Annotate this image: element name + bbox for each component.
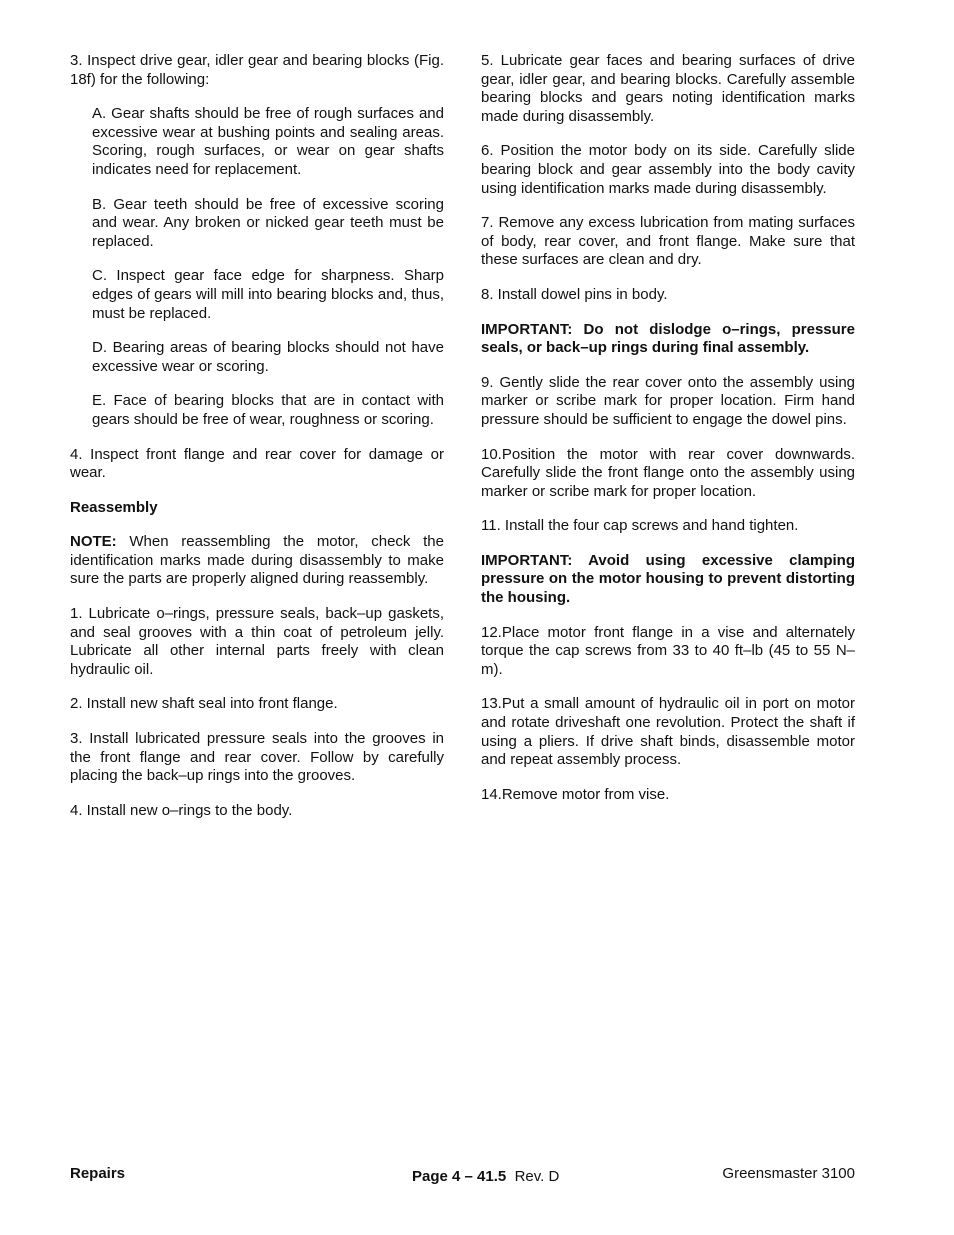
footer-page-info — [412, 1168, 559, 1185]
reassembly-step-1: 1. Lubricate o–rings, pressure seals, back–up gaskets, and seal grooves with a thin coat of petroleum jelly. Lubricate all other internal parts freely with clean hydraulic oil. — [70, 605, 444, 678]
reassembly-step-4: 4. Install new o–rings to the body. — [70, 801, 293, 819]
inspect-step-3e: E. Face of bearing blocks that are in contact with gears should be free of wear, roughness or scoring. — [92, 392, 444, 428]
right-column — [481, 52, 855, 820]
reassembly-step-10: 10.Position the motor with rear cover downwards. Carefully slide the front flange onto the assembly using marker or scribe mark for proper location. — [481, 445, 855, 500]
important-notice-1: IMPORTANT: Do not dislodge o–rings, pressure seals, or back–up rings during final assembly. — [481, 320, 855, 357]
left-column — [70, 52, 444, 836]
footer-product: Greensmaster 3100 — [722, 1165, 855, 1182]
reassembly-step-7: 7. Remove any excess lubrication from mating surfaces of body, rear cover, and front flange. Make sure that these surfaces are clean and dry. — [481, 214, 855, 269]
important-notice-2: IMPORTANT: Avoid using excessive clamping pressure on the motor housing to prevent distorting the housing. — [481, 551, 855, 607]
inspect-step-3a: A. Gear shafts should be free of rough surfaces and excessive wear at bushing points and sealing areas. Scoring, rough surfaces, or wear on gear shafts indicates need for replacement. — [92, 105, 444, 178]
note-text: When reassembling the motor, check the identification marks made during disassembly to make sure the parts are properly aligned during reassembly. — [70, 533, 444, 588]
footer-revision: Rev. D — [514, 1168, 560, 1185]
footer-section: Repairs — [70, 1165, 126, 1182]
reassembly-heading: Reassembly — [70, 498, 158, 516]
inspect-step-3d: D. Bearing areas of bearing blocks should not have excessive wear or scoring. — [92, 339, 444, 375]
reassembly-step-14: 14.Remove motor from vise. — [481, 785, 670, 803]
reassembly-step-9: 9. Gently slide the rear cover onto the assembly using marker or scribe mark for proper location. Firm hand pressure should be sufficient to engage the dowel pins. — [481, 373, 855, 428]
reassembly-step-2: 2. Install new shaft seal into front flange. — [70, 695, 338, 713]
reassembly-step-11: 11. Install the four cap screws and hand tighten. — [481, 517, 799, 535]
inspect-step-4: 4. Inspect front flange and rear cover for damage or wear. — [70, 445, 444, 482]
reassembly-step-8: 8. Install dowel pins in body. — [481, 285, 668, 303]
inspect-step-3-intro: 3. Inspect drive gear, idler gear and bearing blocks (Fig. 18f) for the following: — [70, 52, 444, 88]
reassembly-step-12: 12.Place motor front flange in a vise and alternately torque the cap screws from 33 to 40 ft–lb (45 to 55 N–m). — [481, 623, 855, 678]
note-label: NOTE: — [70, 533, 117, 551]
inspect-step-3c: C. Inspect gear face edge for sharpness. Sharp edges of gears will mill into bearing blocks and, thus, must be replaced. — [92, 267, 444, 322]
reassembly-step-3: 3. Install lubricated pressure seals into the grooves in the front flange and rear cover. Follow by carefully placing the back–up rings into the grooves. — [70, 730, 444, 785]
page-footer — [70, 1163, 855, 1187]
footer-page-number: Page 4 – 41.5 — [412, 1168, 507, 1185]
inspect-step-3b: B. Gear teeth should be free of excessive scoring and wear. Any broken or nicked gear teeth must be replaced. — [92, 195, 444, 250]
reassembly-note — [70, 533, 444, 589]
reassembly-step-6: 6. Position the motor body on its side. Carefully slide bearing block and gear assembly into the body cavity using identification marks made during disassembly. — [481, 142, 855, 197]
reassembly-step-5: 5. Lubricate gear faces and bearing surfaces of drive gear, idler gear, and bearing blocks. Carefully assemble bearing blocks and gears noting identification marks made during disassembly. — [481, 52, 855, 125]
reassembly-step-13: 13.Put a small amount of hydraulic oil in port on motor and rotate driveshaft one revolution. Protect the shaft if using a pliers. If drive shaft binds, disassemble motor and repeat assembly process. — [481, 695, 855, 769]
